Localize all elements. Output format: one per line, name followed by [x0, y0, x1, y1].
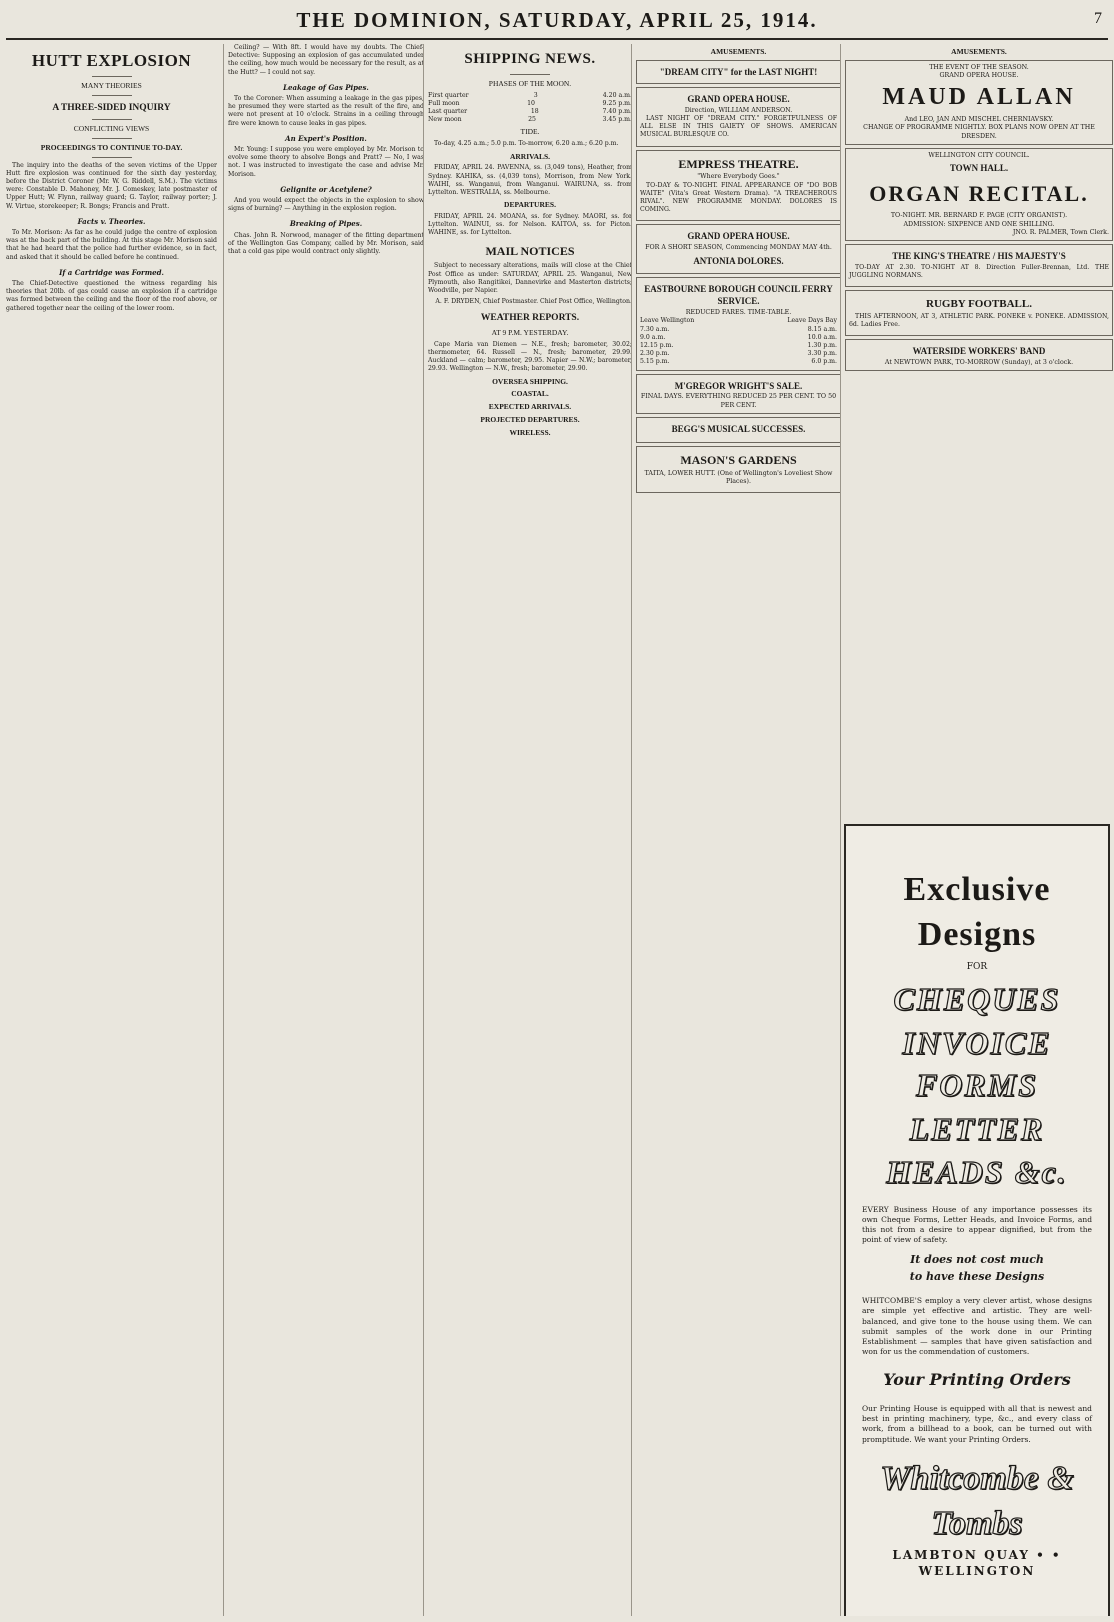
article-paragraph: Mr. Young: I suppose you were employed by Mr. Morison to evolve some theory to absolve Bongs and Pratt? — No, I was not. I was instructed to investigate the case and advise Mr. Morison.: [228, 145, 424, 178]
moon-row-cell: 4.20 a.m.: [602, 91, 632, 99]
timetable-row-cell: Leave Days Bay: [787, 317, 837, 325]
moon-heading: PHASES OF THE MOON.: [488, 78, 572, 88]
timetable-row-cell: 10.0 a.m.: [807, 333, 837, 341]
timetable-row-cell: 6.0 p.m.: [811, 358, 837, 366]
deck-1: MANY THEORIES: [81, 81, 142, 91]
timetable-row-cell: 2.30 p.m.: [640, 350, 670, 358]
advert-dolores: [636, 224, 841, 274]
moon-row-cell: 9.25 p.m.: [602, 99, 632, 107]
column-4: [631, 44, 841, 1616]
timetable-row-cell: 7.30 a.m.: [640, 325, 670, 333]
advert-text: LAST NIGHT OF "DREAM CITY." FORGETFULNESS OF ALL ELSE IN THIS GAIETY OF SHOWS. AMERICAN MUSICAL BURLESQUE CO.: [640, 114, 837, 139]
timetable-row-cell: 1.30 p.m.: [807, 342, 837, 350]
advert-item: CHEQUES: [893, 980, 1061, 1017]
ferry-timetable: [640, 317, 837, 366]
timetable-row: [640, 334, 837, 342]
timetable-row: [640, 317, 837, 325]
mail-notices-heading: MAIL NOTICES: [485, 243, 575, 258]
article-paragraph: Chas. John R. Norwood, manager of the fitting department of the Wellington Gas Company, called by Mr. Morison, said that a cold gas pipe would contract only slightly.: [228, 231, 424, 255]
advert-title: GRAND OPERA HOUSE.: [687, 93, 790, 104]
advert-exclusive-designs: [844, 824, 1110, 1616]
deck-3: CONFLICTING VIEWS: [73, 123, 150, 133]
advert-line: FINAL DAYS. EVERYTHING REDUCED 25 PER CENT. TO 50 PER CENT.: [640, 393, 837, 409]
moon-row-cell: 7.40 p.m.: [602, 108, 632, 116]
advert-line: At NEWTOWN PARK, TO-MORROW (Sunday), at 3 o'clock.: [884, 359, 1074, 367]
advert-signature: JNO. R. PALMER, Town Clerk.: [1012, 228, 1109, 236]
advert-title: THE KING'S THEATRE / HIS MAJESTY'S: [892, 251, 1066, 262]
moon-row-cell: 18: [530, 108, 539, 116]
headline: HUTT EXPLOSION: [31, 51, 192, 70]
timetable-row: [640, 342, 837, 350]
advert-callout: to have these Designs: [909, 1269, 1045, 1283]
advert-line: ADMISSION: SIXPENCE AND ONE SHILLING.: [903, 220, 1055, 228]
advert-title: ORGAN RECITAL.: [869, 181, 1089, 207]
timetable-row: [640, 350, 837, 358]
article-paragraph: To Mr. Morison: As far as he could judge the centre of explosion was at the back part of the building. At this stage Mr. Morison said that he had heard that the police had further evidence, so in fact, and asked that it should be called before he continued.: [6, 229, 217, 261]
timetable-row-cell: Leave Wellington: [640, 317, 695, 325]
advert-theatres: [845, 244, 1113, 287]
subhead: If a Cartridge was Formed.: [59, 267, 164, 277]
moon-row-cell: 25: [528, 116, 536, 124]
advert-maud-allan: [845, 60, 1113, 145]
timetable-row: [640, 326, 837, 334]
advert-line: REDUCED FARES. TIME-TABLE.: [685, 309, 792, 317]
masthead-title: THE DOMINION, SATURDAY, APRIL 25, 1914.: [296, 8, 818, 32]
advert-text: TO-DAY & TO-NIGHT. FINAL APPEARANCE OF "DO BOB WAITE" (Vita's Great Western Drama). "A TREACHEROUS RIVAL". NEW PROGRAMME MONDAY. DOLORES IS COMING.: [640, 181, 837, 214]
amusements-heading: AMUSEMENTS.: [951, 47, 1007, 56]
advert-line: "Where Everybody Goes.": [697, 173, 780, 181]
advert-line: FOR A SHORT SEASON, Commencing MONDAY MAY 4th.: [645, 244, 832, 252]
advert-item: INVOICE FORMS: [902, 1024, 1052, 1104]
advert-headline: Exclusive Designs: [903, 871, 1051, 953]
article-paragraph: Ceiling? — With 8ft. I would have my doubts. The Chief-Detective: Supposing an explosion of gas accumulated under the ceiling, how much would be necessary for the result, as at the Hutt? — I could not say.: [228, 44, 424, 76]
masthead: [6, 8, 1108, 40]
moon-table: [428, 92, 632, 125]
advert-title: GRAND OPERA HOUSE.: [687, 231, 790, 242]
column-2: [223, 44, 424, 1616]
coastal-heading: COASTAL.: [511, 389, 549, 399]
subhead: Breaking of Pipes.: [289, 219, 363, 229]
arrivals-heading: ARRIVALS.: [509, 151, 551, 161]
projected-heading: PROJECTED DEPARTURES.: [480, 415, 580, 425]
brand-address: LAMBTON QUAY • • WELLINGTON: [892, 1548, 1062, 1579]
shipping-title: SHIPPING NEWS.: [464, 51, 596, 67]
amusements-heading: AMUSEMENTS.: [710, 47, 767, 56]
subhead: Gelignite or Acetylene?: [280, 184, 372, 194]
advert-body: WHITCOMBE'S employ a very clever artist, whose designs are simple yet effective and artistic. They are well-balanced, and give tone to the house using them. We can submit samples of the work done in our Printing Establishment — samples that have given satisfaction and won for us the commendation of customers.: [862, 1296, 1092, 1356]
advert-grand-opera-house: [636, 87, 841, 147]
page-number: 7: [1094, 10, 1102, 27]
divider: [92, 157, 132, 158]
advert-title: M'GREGOR WRIGHT'S SALE.: [674, 380, 803, 391]
moon-row-cell: First quarter: [428, 91, 469, 99]
advert-line: WELLINGTON CITY COUNCIL.: [928, 152, 1030, 160]
timetable-row-cell: 3.30 p.m.: [807, 350, 837, 358]
expected-heading: EXPECTED ARRIVALS.: [488, 402, 572, 412]
deck-2: A THREE-SIDED INQUIRY: [52, 103, 171, 114]
oversea-heading: OVERSEA SHIPPING.: [492, 376, 568, 386]
timetable-row-cell: 5.15 p.m.: [640, 358, 670, 366]
moon-row-cell: Full moon: [428, 99, 460, 107]
advert-line: GRAND OPERA HOUSE.: [939, 72, 1019, 80]
mail-signature: A. F. DRYDEN, Chief Postmaster. Chief Post Office, Wellington.: [435, 298, 632, 306]
wireless-heading: WIRELESS.: [509, 428, 551, 438]
advert-band: [845, 339, 1113, 371]
mail-notices-text: Subject to necessary alterations, mails will close at the Chief Post Office as under: SATURDAY, APRIL 25. Wanganui, New Plymouth, also Rangitikei, Dannevirke and Masterton districts; Woodville, per Napier.: [428, 262, 632, 294]
advert-line: CHANGE OF PROGRAMME NIGHTLY. BOX PLANS NOW OPEN AT THE DRESDEN.: [863, 124, 1095, 140]
advert-name: ANTONIA DOLORES.: [693, 255, 784, 266]
subhead: Leakage of Gas Pipes.: [283, 82, 369, 92]
departures-text: FRIDAY, APRIL 24. MOANA, ss. for Sydney. MAORI, ss. for Lyttelton. WAINUI, ss. for Nelson. KAITOA, ss. for Picton. WAHINE, ss. for Lyttelton.: [428, 213, 632, 237]
advert-line: Direction, WILLIAM ANDERSON.: [684, 106, 793, 114]
advert-title: EASTBOURNE BOROUGH COUNCIL FERRY SERVICE.: [644, 284, 833, 307]
advert-organ-recital: [845, 148, 1113, 241]
timetable-row-cell: 9.0 a.m.: [640, 333, 666, 341]
advert-rugby: [845, 290, 1113, 336]
timetable-row: [640, 358, 837, 366]
advert-for: FOR: [966, 961, 988, 972]
weather-text: Cape Maria van Diemen — N.E., fresh; barometer, 30.02; thermometer, 64. Russell — N., fresh; barometer, 29.99. Auckland — calm; barometer, 29.95. Napier — N.W.; barometer, 29.93. Wellington — N.W., fresh; barometer, 29.90.: [428, 340, 632, 373]
moon-row: [428, 100, 632, 108]
advert-subheadline: Your Printing Orders: [883, 1370, 1071, 1390]
advert-ferry: [636, 277, 841, 370]
divider: [510, 74, 550, 75]
advert-dream-city: [636, 60, 841, 84]
advert-body: Our Printing House is equipped with all that is newest and best in printing machinery, type, &c., and every class of work, from a billhead to a book, can be turned out with promptitude. We want your Printing Orders.: [862, 1404, 1092, 1444]
advert-beggs: [636, 417, 841, 443]
tide-text: To-day, 4.25 a.m.; 5.0 p.m. To-morrow, 6.20 a.m.; 6.20 p.m.: [434, 140, 619, 148]
advert-line: And LEO, JAN AND MISCHEL CHERNIAVSKY.: [904, 116, 1054, 124]
weather-heading: WEATHER REPORTS.: [480, 313, 580, 324]
timetable-row-cell: 8.15 a.m.: [807, 325, 837, 333]
moon-row-cell: 3: [533, 91, 538, 99]
weather-subheading: AT 9 P.M. YESTERDAY.: [491, 327, 569, 337]
advert-callout: It does not cost much: [910, 1253, 1044, 1267]
advert-line: TAITA, LOWER HUTT. (One of Wellington's Loveliest Show Places).: [644, 469, 833, 486]
moon-row: [428, 92, 632, 100]
advert-venue: TOWN HALL.: [949, 163, 1009, 174]
moon-row-cell: Last quarter: [428, 108, 468, 116]
advert-title: BEGG'S MUSICAL SUCCESSES.: [671, 424, 806, 435]
timetable-row-cell: 12.15 p.m.: [640, 342, 674, 350]
subhead: An Expert's Position.: [285, 133, 367, 143]
divider: [92, 138, 132, 139]
departures-heading: DEPARTURES.: [504, 200, 556, 210]
article-paragraph: To the Coroner: When assuming a leakage in the gas pipes, he presumed they were started as the result of the fire, and were not present at 10 o'clock. Strains in a ceiling through fire were known to cause leaks in gas pipes.: [228, 94, 424, 127]
tide-heading: TIDE.: [520, 127, 540, 137]
arrivals-text: FRIDAY, APRIL 24. PAVENNA, ss. (3,049 tons), Heather, from Sydney. KAHIKA, ss. (4,039 tons), Morrison, from New York. WAIHI, ss. Wanganui, from Wanganui. WAIRUNA, ss. from Lyttelton. WESTRALIA, ss. Melbourne.: [428, 164, 632, 196]
advert-title: WATERSIDE WORKERS' BAND: [912, 346, 1046, 357]
column-1: [6, 44, 217, 1616]
divider: [92, 95, 132, 96]
advert-empress-theatre: [636, 150, 841, 222]
advert-mgregor-wright: [636, 374, 841, 414]
advert-line: THE EVENT OF THE SEASON.: [929, 63, 1029, 71]
advert-title: EMPRESS THEATRE.: [678, 156, 799, 171]
moon-row: [428, 108, 632, 116]
advert-masons-gardens: [636, 446, 841, 493]
deck-4: PROCEEDINGS TO CONTINUE TO-DAY.: [40, 142, 183, 152]
advert-item: LETTER HEADS &c.: [886, 1111, 1068, 1190]
divider: [92, 119, 132, 120]
article-lead: The inquiry into the deaths of the seven victims of the Upper Hutt fire explosion was continued for the sixth day yesterday, before the District Coroner (Mr. W. G. Riddell, S.M.). The victims were: Constable D. Mahoney, Mr. J. Comeskey, late postmaster of Upper Hutt; W. Flynn, railway guard; G. Taylor, railway porter; J. W. Virtue, storekeeper; R. Bongs; Francis and Pratt.: [6, 161, 217, 210]
divider: [92, 76, 132, 77]
advert-title: RUGBY FOOTBALL.: [926, 298, 1032, 311]
article-paragraph: The Chief-Detective questioned the witness regarding his theories that 20lb. of gas could cause an explosion if a cartridge was formed between the ceiling and the floor of the roof above, or gathered together near the ceiling of the lower room.: [6, 279, 217, 312]
column-5: [840, 44, 1113, 1616]
moon-row-cell: 10: [527, 99, 535, 107]
advert-body: EVERY Business House of any importance possesses its own Cheque Forms, Letter Heads, and Invoice Forms, and this not from a desire to appear dignified, but from the point of view of safety.: [862, 1204, 1092, 1245]
subhead: Facts v. Theories.: [77, 216, 146, 226]
advert-star-name: MAUD ALLAN: [882, 84, 1076, 111]
advert-title: MASON'S GARDENS: [680, 452, 797, 467]
advert-line: TO-NIGHT. MR. BERNARD F. PAGE (CITY ORGANIST).: [890, 212, 1068, 220]
moon-row-cell: 3.45 p.m.: [602, 116, 632, 124]
moon-row-cell: New moon: [428, 116, 462, 124]
advert-title: "DREAM CITY" for the LAST NIGHT!: [659, 66, 818, 77]
advert-text: TO-DAY AT 2.30. TO-NIGHT AT 8. Direction Fuller-Brennan, Ltd. THE JUGGLING NORMANS.: [849, 264, 1109, 280]
column-3: [423, 44, 632, 1616]
advert-text: THIS AFTERNOON, AT 3, ATHLETIC PARK. PONEKE v. PONEKE. ADMISSION, 6d. Ladies Free.: [849, 312, 1109, 329]
brand-logo: Whitcombe & Tombs: [880, 1459, 1074, 1542]
article-paragraph: And you would expect the objects in the explosion to show signs of burning? — Anything in the explosion region.: [228, 196, 424, 213]
moon-row: [428, 116, 632, 124]
